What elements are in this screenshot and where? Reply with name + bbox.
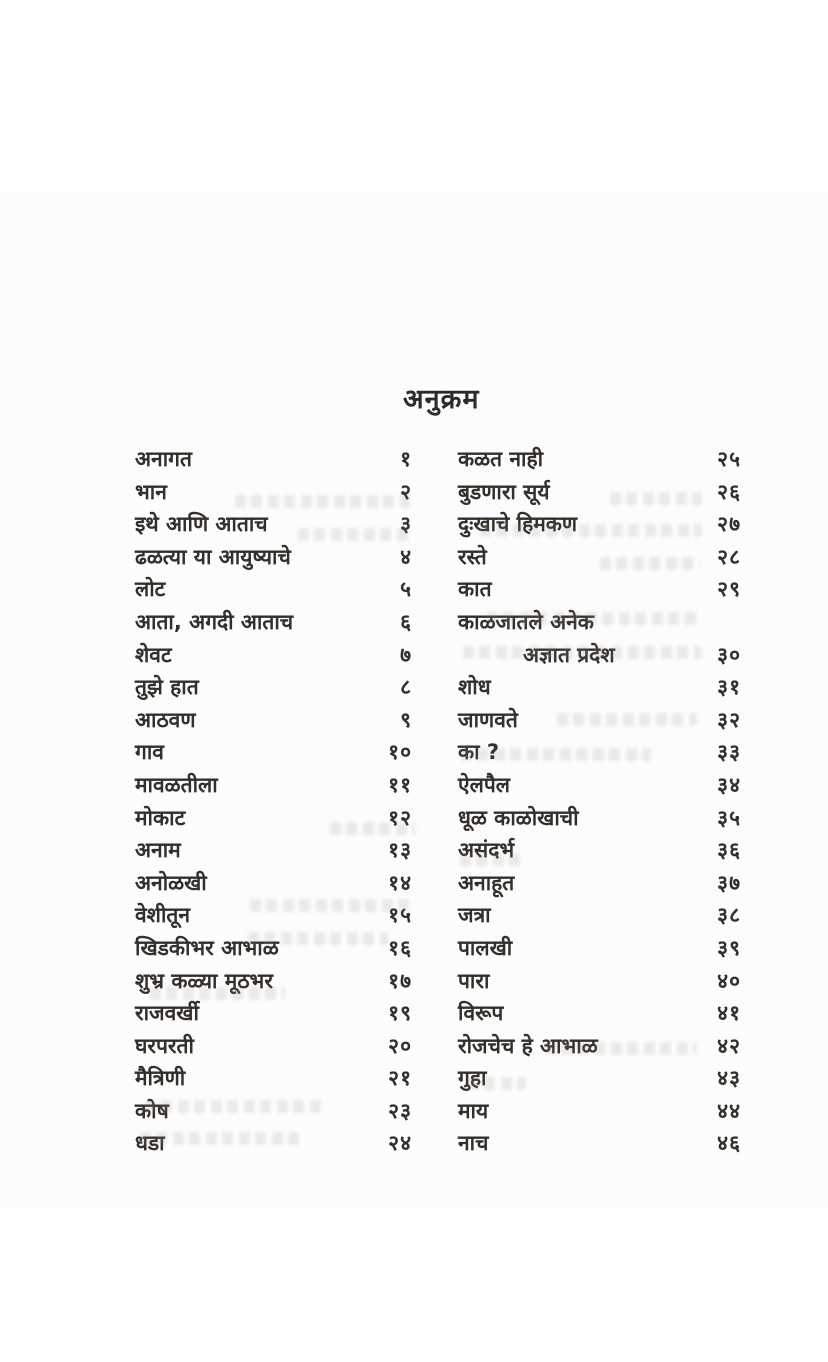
- bleedthrough-artifact: [150, 987, 285, 1000]
- toc-entry: [458, 803, 741, 836]
- toc-entry-page: २५: [717, 447, 741, 471]
- toc-column-left: [135, 444, 412, 1161]
- toc-entry-page: ३५: [717, 805, 741, 830]
- toc-entry-page: ३६: [717, 838, 741, 863]
- toc-entry-page: ४४: [717, 1098, 741, 1123]
- toc-entry-page: १२: [388, 805, 412, 830]
- toc-entry-page: १६: [388, 935, 412, 960]
- toc-entry-title: धूळ काळोखाची: [458, 805, 579, 830]
- toc-entry-title: असंदर्भ: [458, 838, 515, 863]
- toc-entry-title: दुःखाचे हिमकण: [458, 512, 578, 537]
- toc-entry: [135, 607, 412, 640]
- toc-entry: [135, 998, 412, 1031]
- bleedthrough-artifact: [610, 492, 702, 505]
- toc-entry-title: इथे आणि आताच: [135, 512, 268, 537]
- toc-entry: [458, 1128, 741, 1161]
- bleedthrough-artifact: [140, 1132, 300, 1145]
- toc-entry: [135, 770, 412, 803]
- toc-entry: [135, 574, 412, 607]
- toc-entry: [458, 444, 741, 477]
- toc-entry-title: आठवण: [135, 707, 196, 732]
- bleedthrough-artifact: [235, 495, 410, 508]
- toc-entry-title: रोजचेच हे आभाळ: [458, 1033, 598, 1058]
- toc-entry: [458, 900, 741, 933]
- bleedthrough-artifact: [330, 822, 415, 835]
- toc-entry-title: शुभ्र कळ्या मूठभर: [135, 968, 273, 993]
- toc-entry-page: ३१: [717, 675, 741, 700]
- toc-entry: [458, 770, 741, 803]
- toc-entry-title: धडा: [135, 1131, 165, 1156]
- toc-entry-page: २०: [388, 1033, 412, 1058]
- toc-entry: [458, 966, 741, 999]
- toc-entry-title: अज्ञात प्रदेश: [523, 642, 615, 667]
- toc-entry: [458, 1096, 741, 1129]
- toc-entry-title: अनागत: [135, 447, 192, 471]
- toc-entry-title: विरूप: [458, 1001, 504, 1026]
- toc-entry: [135, 1063, 412, 1096]
- toc-entry-page: ३: [400, 512, 412, 537]
- toc-entry-title: गाव: [135, 740, 164, 765]
- toc-entry-page: २: [400, 479, 412, 504]
- page-title: अनुक्रम: [403, 384, 480, 415]
- toc-entry-title: पालखी: [458, 935, 513, 960]
- toc-entry-page: १: [400, 447, 412, 471]
- toc-entry-page: ३३: [717, 740, 741, 765]
- bleedthrough-artifact: [461, 748, 651, 761]
- bleedthrough-artifact: [248, 932, 388, 945]
- toc-entry-title: लोट: [135, 577, 166, 602]
- toc-entry-page: १४: [388, 870, 412, 895]
- toc-entry: [458, 868, 741, 901]
- toc-entry-page: ३७: [717, 870, 741, 895]
- toc-entry: [135, 444, 412, 477]
- toc-entry-title: कळत नाही: [458, 447, 544, 471]
- toc-entry-page: २१: [388, 1066, 412, 1091]
- toc-entry-title: कोष: [135, 1098, 169, 1123]
- toc-entry-page: ६: [400, 609, 412, 634]
- toc-entry-page: ४१: [717, 1001, 741, 1026]
- toc-entry-page: ४३: [717, 1066, 741, 1091]
- toc-entry-title: मावळतीला: [135, 772, 218, 797]
- toc-entry-page: १५: [388, 903, 412, 928]
- toc-entry-title: भान: [135, 479, 167, 504]
- toc-entry-title: बुडणारा सूर्य: [458, 479, 550, 504]
- toc-entry-title: शेवट: [135, 642, 172, 667]
- toc-entry-page: ५: [400, 577, 412, 602]
- toc-entry-title: राजवर्खी: [135, 1001, 199, 1026]
- toc-entry-title: तुझे हात: [135, 675, 199, 700]
- toc-entry-page: ९: [400, 707, 412, 732]
- toc-entry: [135, 672, 412, 705]
- toc-entry-title: ऐलपैल: [458, 772, 511, 797]
- toc-entry-title: अनाम: [135, 838, 181, 863]
- toc-entry-title: वेशीतून: [135, 903, 191, 928]
- toc-entry-page: ३९: [717, 935, 741, 960]
- toc-entry-page: १३: [388, 838, 412, 863]
- toc-entry-page: ४६: [717, 1131, 741, 1156]
- toc-entry-page: ७: [400, 642, 412, 667]
- toc-entry: [458, 574, 741, 607]
- toc-entry: [458, 933, 741, 966]
- toc-entry-title: जत्रा: [458, 903, 491, 928]
- toc-entry-page: ३२: [717, 707, 741, 732]
- toc-entry-page: ४: [400, 544, 412, 569]
- toc-entry-page: १७: [388, 968, 412, 993]
- toc-entry-title: अनाहूत: [458, 870, 515, 895]
- toc-entry-title: नाच: [458, 1131, 489, 1156]
- toc-entry-title: आता, अगदी आताच: [135, 609, 294, 634]
- toc-entry-page: १०: [388, 740, 412, 765]
- toc-entry-page: २९: [717, 577, 741, 602]
- bleedthrough-artifact: [468, 1077, 526, 1090]
- bleedthrough-artifact: [487, 612, 697, 625]
- toc-entry-title: काळजातले अनेक: [458, 609, 594, 634]
- bleedthrough-artifact: [600, 557, 700, 570]
- toc-entry: [135, 1031, 412, 1064]
- toc-entry-title: शोध: [458, 675, 491, 700]
- toc-entry: [135, 640, 412, 673]
- toc-entry-title: जाणवते: [458, 707, 518, 732]
- bleedthrough-artifact: [545, 1042, 697, 1055]
- toc-entry-page: ८: [400, 675, 412, 700]
- toc-entry-page: ४२: [717, 1033, 741, 1058]
- toc-entry-title: खिडकीभर आभाळ: [135, 935, 279, 960]
- toc-entry-page: २८: [717, 544, 741, 569]
- toc-entry-page: ११: [388, 772, 412, 797]
- bleedthrough-artifact: [250, 899, 412, 912]
- bleedthrough-artifact: [298, 528, 410, 541]
- toc-entry-title: मोकाट: [135, 805, 186, 830]
- toc-entry-page: २३: [388, 1098, 412, 1123]
- toc-entry-page: २६: [717, 479, 741, 504]
- toc-entry-page: ३०: [717, 642, 741, 667]
- bleedthrough-artifact: [480, 524, 702, 537]
- bleedthrough-artifact: [463, 646, 701, 659]
- toc-entry-title: अनोळखी: [135, 870, 207, 895]
- bleedthrough-artifact: [145, 1100, 325, 1113]
- toc-entry: [135, 542, 412, 575]
- toc-entry-title: पारा: [458, 968, 490, 993]
- toc-entry-page: ३४: [717, 772, 741, 797]
- toc-entry-page: १९: [388, 1001, 412, 1026]
- toc-entry: [135, 835, 412, 868]
- toc-entry-title: कात: [458, 577, 492, 602]
- toc-entry-page: २४: [388, 1131, 412, 1156]
- toc-entry-page: ४०: [717, 968, 741, 993]
- toc-entry: [135, 868, 412, 901]
- toc-entry-title: घरपरती: [135, 1033, 194, 1058]
- toc-entry: [135, 737, 412, 770]
- toc-entry-page: ३८: [717, 903, 741, 928]
- toc-entry: [458, 672, 741, 705]
- toc-entry: [135, 705, 412, 738]
- bleedthrough-artifact: [557, 713, 697, 726]
- toc-entry: [458, 998, 741, 1031]
- toc-entry-title: गुहा: [458, 1066, 487, 1091]
- toc-entry-title: माय: [458, 1098, 489, 1123]
- toc-entry-title: रस्ते: [458, 544, 487, 569]
- bleedthrough-artifact: [460, 853, 520, 866]
- toc-entry-title: ढळत्या या आयुष्याचे: [135, 544, 291, 569]
- toc-entry-title: का ?: [458, 740, 500, 765]
- toc-entry-page: २७: [717, 512, 741, 537]
- toc-entry-title: मैत्रिणी: [135, 1066, 186, 1091]
